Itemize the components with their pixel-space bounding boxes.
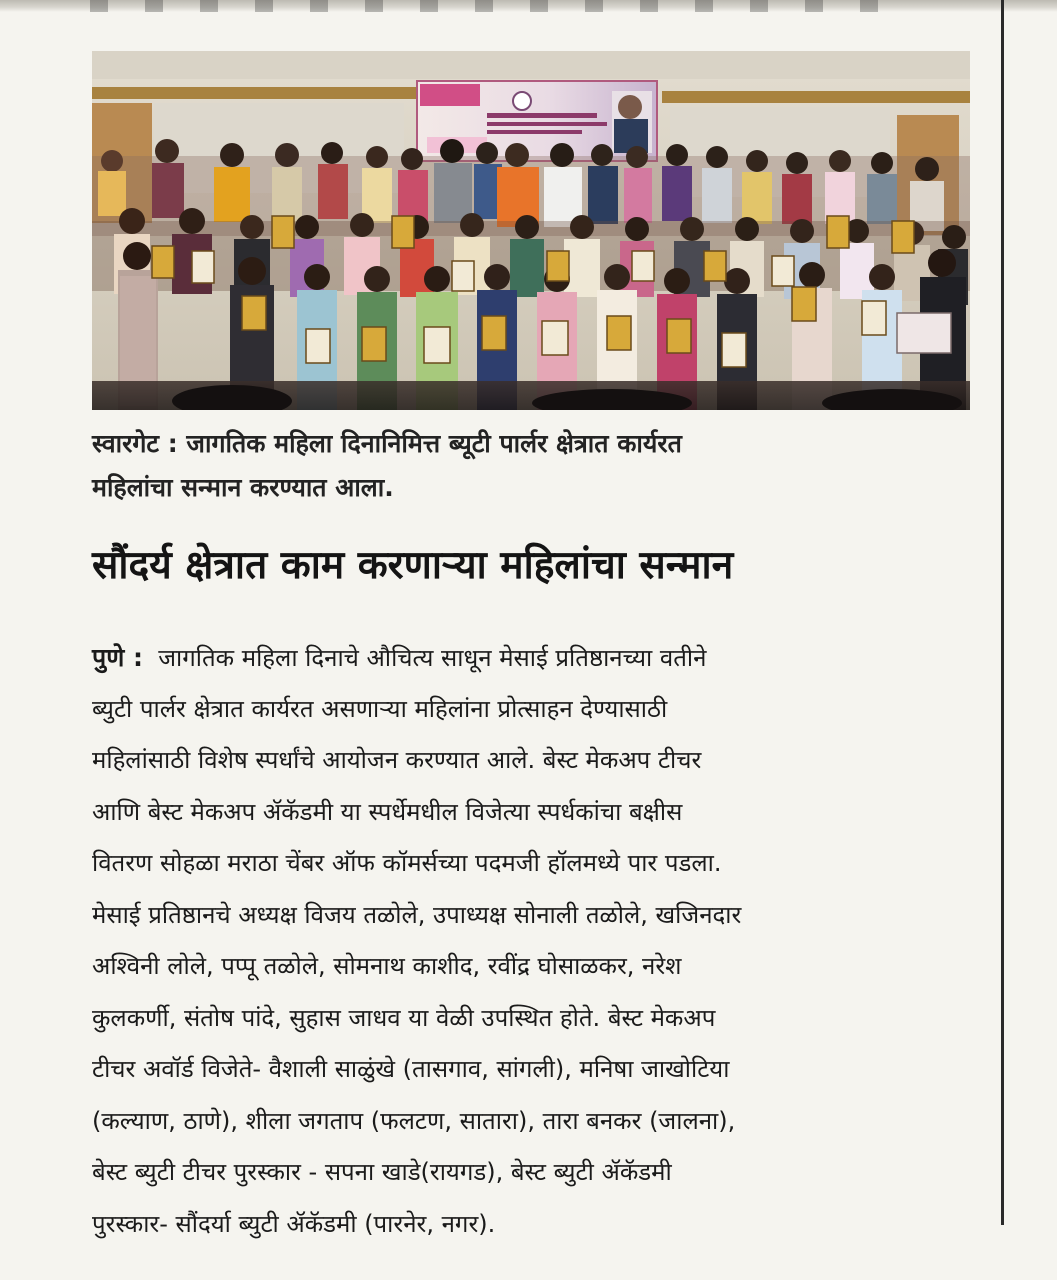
article-line: वितरण सोहळा मराठा चेंबर ऑफ कॉमर्सच्या पदमजी हॉलमध्ये पार पडला. xyxy=(92,849,722,877)
previous-article-fragment xyxy=(90,0,910,12)
caption-line-2: महिलांचा सन्मान करण्यात आला. xyxy=(92,473,394,502)
article-line: टीचर अवॉर्ड विजेते- वैशाली साळुंखे (तासगाव, सांगली), मनिषा जाखोटिया xyxy=(92,1055,730,1083)
column-rule xyxy=(1001,0,1004,1225)
article-body xyxy=(92,632,972,1250)
article-line-text: जागतिक महिला दिनाचे औचित्य साधून मेसाई प्रतिष्ठानच्या वतीने xyxy=(158,644,707,672)
article-line: महिलांसाठी विशेष स्पर्धांचे आयोजन करण्यात आले. बेस्ट मेकअप टीचर xyxy=(92,746,702,774)
news-photo xyxy=(92,51,970,410)
caption-colon: : xyxy=(159,429,187,458)
article-line xyxy=(92,632,972,684)
article-headline: सौंदर्य क्षेत्रात काम करणाऱ्या महिलांचा सन्मान xyxy=(92,543,734,588)
article-line: मेसाई प्रतिष्ठानचे अध्यक्ष विजय तळोले, उपाध्यक्ष सोनाली तळोले, खजिनदार xyxy=(92,900,742,929)
article-line: बेस्ट ब्युटी टीचर पुरस्कार - सपना खाडे(रायगड), बेस्ट ब्युटी ॲकॅडमी xyxy=(92,1158,672,1186)
article-dateline: पुणे : xyxy=(92,643,143,672)
article-line: (कल्याण, ठाणे), शीला जगताप (फलटण, सातारा), तारा बनकर (जालना), xyxy=(92,1106,736,1135)
article-line: ब्युटी पार्लर क्षेत्रात कार्यरत असणाऱ्या महिलांना प्रोत्साहन देण्यासाठी xyxy=(92,694,668,723)
article-line: पुरस्कार- सौंदर्या ब्युटी ॲकॅडमी (पारनेर, नगर). xyxy=(92,1209,496,1238)
caption-text-1: जागतिक महिला दिनानिमित्त ब्यूटी पार्लर क्षेत्रात कार्यरत xyxy=(186,429,682,458)
photo-caption xyxy=(92,422,972,510)
caption-line-1 xyxy=(92,422,972,466)
article-line: आणि बेस्ट मेकअप ॲकॅडमी या स्पर्धेमधील विजेत्या स्पर्धकांचा बक्षीस xyxy=(92,797,683,826)
article-line: अश्विनी लोले, पप्पू तळोले, सोमनाथ काशीद, रवींद्र घोसाळकर, नरेश xyxy=(92,952,682,980)
article-line: कुलकर्णी, संतोष पांदे, सुहास जाधव या वेळी उपस्थित होते. बेस्ट मेकअप xyxy=(92,1003,716,1032)
group-photo-illustration xyxy=(92,51,970,410)
caption-location: स्वारगेट xyxy=(92,429,160,458)
